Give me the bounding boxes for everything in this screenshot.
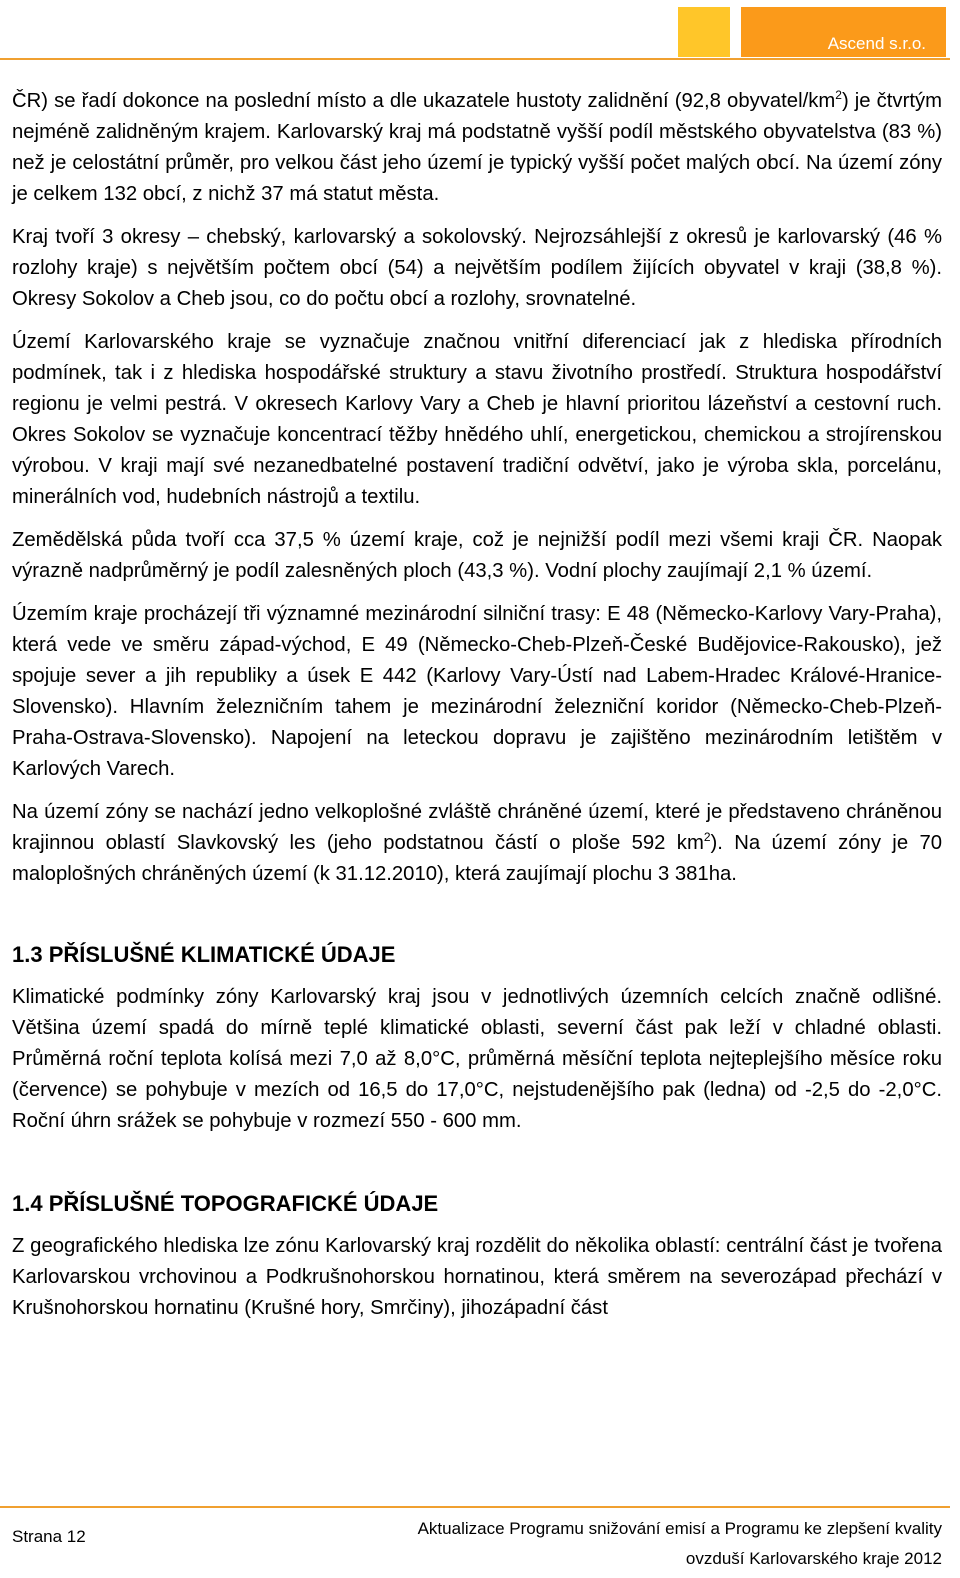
document-body — [12, 86, 942, 1336]
paragraph-topography: Z geografického hlediska lze zónu Karlovarský kraj rozdělit do několika oblastí: centrální část je tvořena Karlovarskou vrchovinou a Podkrušnohorskou hornatinou, která směrem na severozápad přechází v Krušnohorskou hornatinu (Krušné hory, Smrčiny), jihozápadní část — [12, 1235, 942, 1319]
brand-block-light — [678, 7, 730, 57]
company-name: Ascend s.r.o. — [827, 34, 926, 53]
footer-title-line-2: ovzduší Karlovarského kraje 2012 — [685, 1549, 942, 1568]
footer-title-line-1: Aktualizace Programu snižování emisí a Programu ke zlepšení kvality — [417, 1519, 942, 1538]
paragraph-districts: Kraj tvoří 3 okresy – chebský, karlovarský a sokolovský. Nejrozsáhlejší z okresů je karlovarský (46 % rozlohy kraje) s největším počtem obcí (54) a největším podílem žijících obyvatel v kraji (38,8 %). Okresy Sokolov a Cheb jsou, co do počtu obcí a rozlohy, srovnatelné. — [12, 226, 942, 310]
header-rule — [0, 58, 950, 60]
paragraph-population: ČR) se řadí dokonce na poslední místo a dle ukazatele hustoty zalidnění (92,8 obyvatel/$km^2$) je čtvrtým nejméně zalidněným krajem. Karlovarský kraj má podstatně vyšší podíl městského obyvatelstva (83 %) než je celostátní průměr, pro velkou část jeho území je typický vyšší počet malých obcí. Na území zóny je celkem 132 obcí, z nichž 37 má statut města. — [12, 88, 942, 205]
brand-block-dark — [741, 7, 946, 57]
paragraph-economy: Území Karlovarského kraje se vyznačuje značnou vnitřní diferenciací jak z hlediska přírodních podmínek, tak i z hlediska hospodářské struktury a stavu životního prostředí. Struktura hospodářství regionu je velmi pestrá. V okresech Karlovy Vary a Cheb je hlavní prioritou lázeňství a cestovní ruch. Okres Sokolov se vyznačuje koncentrací těžby hnědého uhlí, energetickou, chemickou a strojírenskou výrobou. V kraji mají své nezanedbatelné postavení tradiční odvětví, jako je výroba skla, porcelánu, minerálních vod, hudebních nástrojů a textilu. — [12, 331, 942, 508]
paragraph-protected-areas: Na území zóny se nachází jedno velkoplošné zvláště chráněné území, které je představeno chráněnou krajinnou oblastí Slavkovský les (jeho podstatnou částí o ploše 592 $km^2$). Na území zóny je 70 maloplošných chráněných území (k 31.12.2010), která zaujímají plochu 3 381ha. — [12, 801, 943, 885]
paragraph-transport: Územím kraje procházejí tři významné mezinárodní silniční trasy: E 48 (Německo-Karlovy Vary-Praha), která vede ve směru západ-východ, E 49 (Německo-Cheb-Plzeň-České Budějovice-Rakousko), jež spojuje sever a jih republiky a úsek E 442 (Karlovy Vary-Ústí nad Labem-Hradec Králové-Hranice-Slovensko). Hlavním železničním tahem je mezinárodní železniční koridor (Německo-Cheb-Plzeň-Praha-Ostrava-Slovensko). Napojení na leteckou dopravu je zajištěno mezinárodním letištěm v Karlových Varech. — [12, 603, 942, 780]
footer-document-title — [342, 1514, 942, 1574]
paragraph-climate: Klimatické podmínky zóny Karlovarský kraj jsou v jednotlivých územních celcích značně odlišné. Většina území spadá do mírně teplé klimatické oblasti, severní část pak leží v chladné oblasti. Průměrná roční teplota kolísá mezi 7,0 až 8,0°C, průměrná měsíční teplota nejteplejšího měsíce roku (července) se pohybuje v mezích od 16,5 do 17,0°C, nejstudenějšího pak (ledna) od -2,5 do -2,0°C. Roční úhrn srážek se pohybuje v rozmezí 550 - 600 mm. — [12, 986, 942, 1132]
paragraph-land-use: Zemědělská půda tvoří cca 37,5 % území kraje, což je nejnižší podíl mezi všemi kraji ČR. Naopak výrazně nadprůměrný je podíl zalesněných ploch (43,3 %). Vodní plochy zaujímají 2,1 % území. — [12, 529, 942, 582]
page-header — [0, 0, 960, 62]
footer-rule — [0, 1506, 950, 1508]
section-heading-topography: 1.4 PŘÍSLUŠNÉ TOPOGRAFICKÉ ÚDAJE — [12, 1191, 439, 1216]
section-heading-climate: 1.3 PŘÍSLUŠNÉ KLIMATICKÉ ÚDAJE — [12, 942, 396, 967]
page-number: Strana 12 — [12, 1527, 86, 1546]
